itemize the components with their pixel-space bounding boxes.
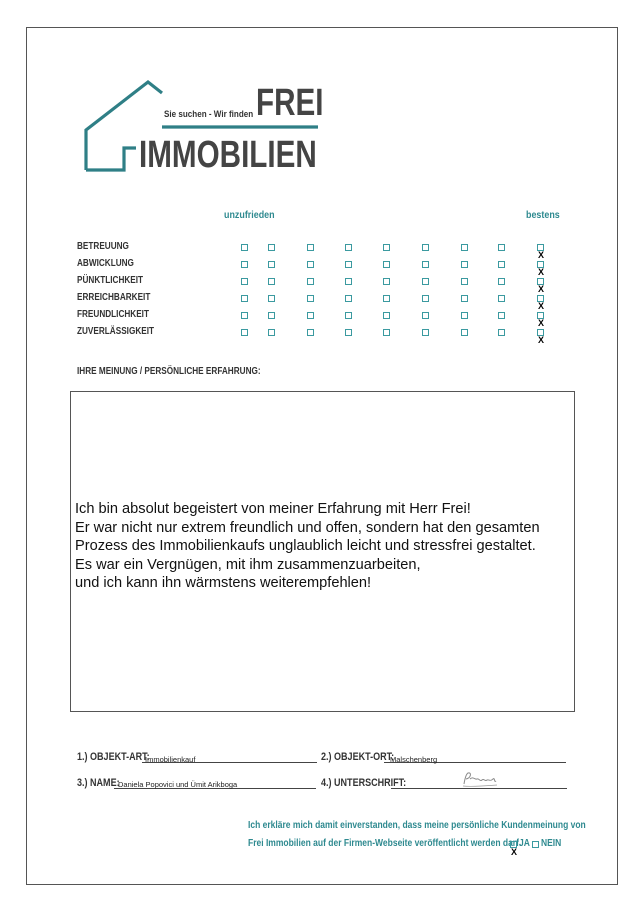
- object-type-label: 1.) OBJEKT-ART:: [77, 751, 150, 763]
- rating-checkbox[interactable]: [383, 329, 390, 336]
- rating-checkbox[interactable]: [422, 244, 429, 251]
- rating-checkbox[interactable]: [383, 278, 390, 285]
- rating-checkbox[interactable]: [383, 312, 390, 319]
- rating-checkbox[interactable]: [307, 261, 314, 268]
- rating-checkbox[interactable]: [241, 312, 248, 319]
- rating-checkbox[interactable]: [307, 312, 314, 319]
- rating-mark: X: [538, 335, 545, 345]
- rating-checkbox[interactable]: [383, 261, 390, 268]
- criterion-label: BETREUUNG: [77, 241, 129, 252]
- rating-checkbox[interactable]: [461, 329, 468, 336]
- rating-checkbox[interactable]: [345, 329, 352, 336]
- scale-high-label: bestens: [526, 209, 560, 221]
- rating-checkbox[interactable]: [461, 261, 468, 268]
- object-location-value: Malschenberg: [390, 755, 438, 764]
- name-value: Daniela Popovici und Ümit Arikboga: [118, 780, 238, 789]
- rating-checkbox[interactable]: [345, 278, 352, 285]
- rating-checkbox[interactable]: [268, 295, 275, 302]
- rating-mark: X: [538, 267, 545, 277]
- signature-label: 4.) UNTERSCHRIFT:: [321, 777, 407, 789]
- rating-checkbox[interactable]: [268, 261, 275, 268]
- rating-checkbox[interactable]: [422, 261, 429, 268]
- rating-checkbox[interactable]: [461, 244, 468, 251]
- rating-checkbox[interactable]: [241, 261, 248, 268]
- rating-checkbox[interactable]: [422, 295, 429, 302]
- logo-word-immobilien: IMMOBILIEN: [139, 134, 317, 176]
- rating-checkbox[interactable]: [461, 312, 468, 319]
- rating-checkbox[interactable]: [422, 312, 429, 319]
- rating-checkbox[interactable]: [345, 312, 352, 319]
- consent-yes-mark: X: [511, 847, 518, 857]
- logo-tagline: Sie suchen - Wir finden: [164, 109, 254, 120]
- rating-mark: X: [538, 250, 545, 260]
- logo-word-frei: FREI: [256, 82, 324, 124]
- rating-checkbox[interactable]: [498, 329, 505, 336]
- rating-checkbox[interactable]: [307, 278, 314, 285]
- rating-checkbox[interactable]: [307, 295, 314, 302]
- rating-checkbox[interactable]: [498, 295, 505, 302]
- rating-mark: X: [538, 318, 545, 328]
- rating-checkbox[interactable]: [268, 312, 275, 319]
- criterion-label: PÜNKTLICHKEIT: [77, 275, 144, 286]
- opinion-line: und ich kann ihn wärmstens weiterempfehlen!: [75, 575, 372, 591]
- rating-checkbox[interactable]: [307, 244, 314, 251]
- company-logo: [84, 78, 324, 178]
- consent-no-label: NEIN: [541, 838, 562, 849]
- opinion-line: Er war nicht nur extrem freundlich und offen, sondern hat den gesamten: [75, 519, 540, 536]
- rating-checkbox[interactable]: [498, 244, 505, 251]
- consent-line-1: Ich erkläre mich damit einverstanden, dass meine persönliche Kundenmeinung von: [248, 820, 586, 831]
- opinion-line: Prozess des Immobilienkaufs unglaublich leicht und stressfrei gestaltet.: [75, 538, 536, 554]
- rating-checkbox[interactable]: [241, 244, 248, 251]
- opinion-line: Es war ein Vergnügen, mit ihm zusammenzuarbeiten,: [75, 556, 421, 573]
- rating-checkbox[interactable]: [345, 244, 352, 251]
- rating-checkbox[interactable]: [422, 329, 429, 336]
- rating-checkbox[interactable]: [268, 329, 275, 336]
- rating-checkbox[interactable]: [307, 329, 314, 336]
- rating-checkbox[interactable]: [241, 329, 248, 336]
- rating-checkbox[interactable]: [498, 278, 505, 285]
- rating-checkbox[interactable]: [498, 261, 505, 268]
- rating-checkbox[interactable]: [498, 312, 505, 319]
- rating-checkbox[interactable]: [345, 261, 352, 268]
- handwritten-signature: [460, 770, 500, 790]
- consent-yes-label: JA: [519, 838, 530, 849]
- rating-checkbox[interactable]: [268, 244, 275, 251]
- consent-no-checkbox[interactable]: [532, 841, 539, 848]
- object-location-label: 2.) OBJEKT-ORT:: [321, 751, 395, 763]
- criterion-label: ZUVERLÄSSIGKEIT: [77, 326, 155, 337]
- rating-checkbox[interactable]: [422, 278, 429, 285]
- criterion-label: ERREICHBARKEIT: [77, 292, 151, 303]
- criterion-label: ABWICKLUNG: [77, 258, 134, 269]
- object-type-value: Immobilienkauf: [145, 755, 196, 764]
- opinion-text: [75, 500, 570, 593]
- rating-checkbox[interactable]: [268, 278, 275, 285]
- rating-checkbox[interactable]: [383, 244, 390, 251]
- opinion-heading: IHRE MEINUNG / PERSÖNLICHE ERFAHRUNG:: [77, 366, 261, 377]
- rating-checkbox[interactable]: [241, 278, 248, 285]
- rating-mark: X: [538, 301, 545, 311]
- rating-checkbox[interactable]: [241, 295, 248, 302]
- name-label: 3.) NAME:: [77, 777, 120, 789]
- opinion-line: Ich bin absolut begeistert von meiner Erfahrung mit Herr Frei!: [75, 501, 471, 517]
- rating-checkbox[interactable]: [461, 278, 468, 285]
- criterion-label: FREUNDLICHKEIT: [77, 309, 149, 320]
- rating-checkbox[interactable]: [461, 295, 468, 302]
- rating-checkbox[interactable]: [345, 295, 352, 302]
- scale-low-label: unzufrieden: [224, 209, 275, 221]
- rating-checkbox[interactable]: [383, 295, 390, 302]
- rating-mark: X: [538, 284, 545, 294]
- consent-line-2: Frei Immobilien auf der Firmen-Webseite veröffentlicht werden darf.: [248, 838, 522, 849]
